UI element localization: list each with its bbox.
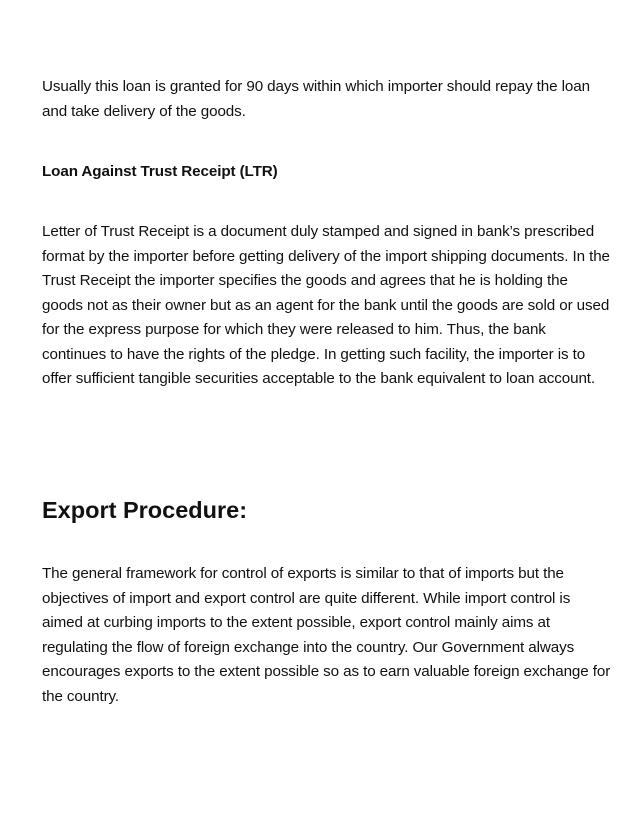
export-procedure-heading: Export Procedure: [42,497,248,523]
export-paragraph: The general framework for control of exports is similar to that of imports but the objectives of import and export control are quite different. While import control is aimed at curbing imports to the extent possible, export control mainly aims at regulating the flow of foreign exchange into the country. Our Government always encourages exports to the extent possible so as to earn valuable foreign exchange for the country. [42,565,611,705]
intro-paragraph: Usually this loan is granted for 90 days within which importer should repay the loan and take delivery of the goods. [42,78,590,120]
ltr-paragraph: Letter of Trust Receipt is a document duly stamped and signed in bank’s prescribed format by the importer before getting delivery of the import shipping documents. In the Trust Receipt the importer specifies the goods and agrees that he is holding the goods not as their owner but as an agent for the bank until the goods are sold or used for the express purpose for which they were released to him. Thus, the bank continues to have the rights of the pledge. In getting such facility, the importer is to offer sufficient tangible securities acceptable to the bank equivalent to loan account. [42,223,610,387]
ltr-heading: Loan Against Trust Receipt (LTR) [42,163,278,180]
